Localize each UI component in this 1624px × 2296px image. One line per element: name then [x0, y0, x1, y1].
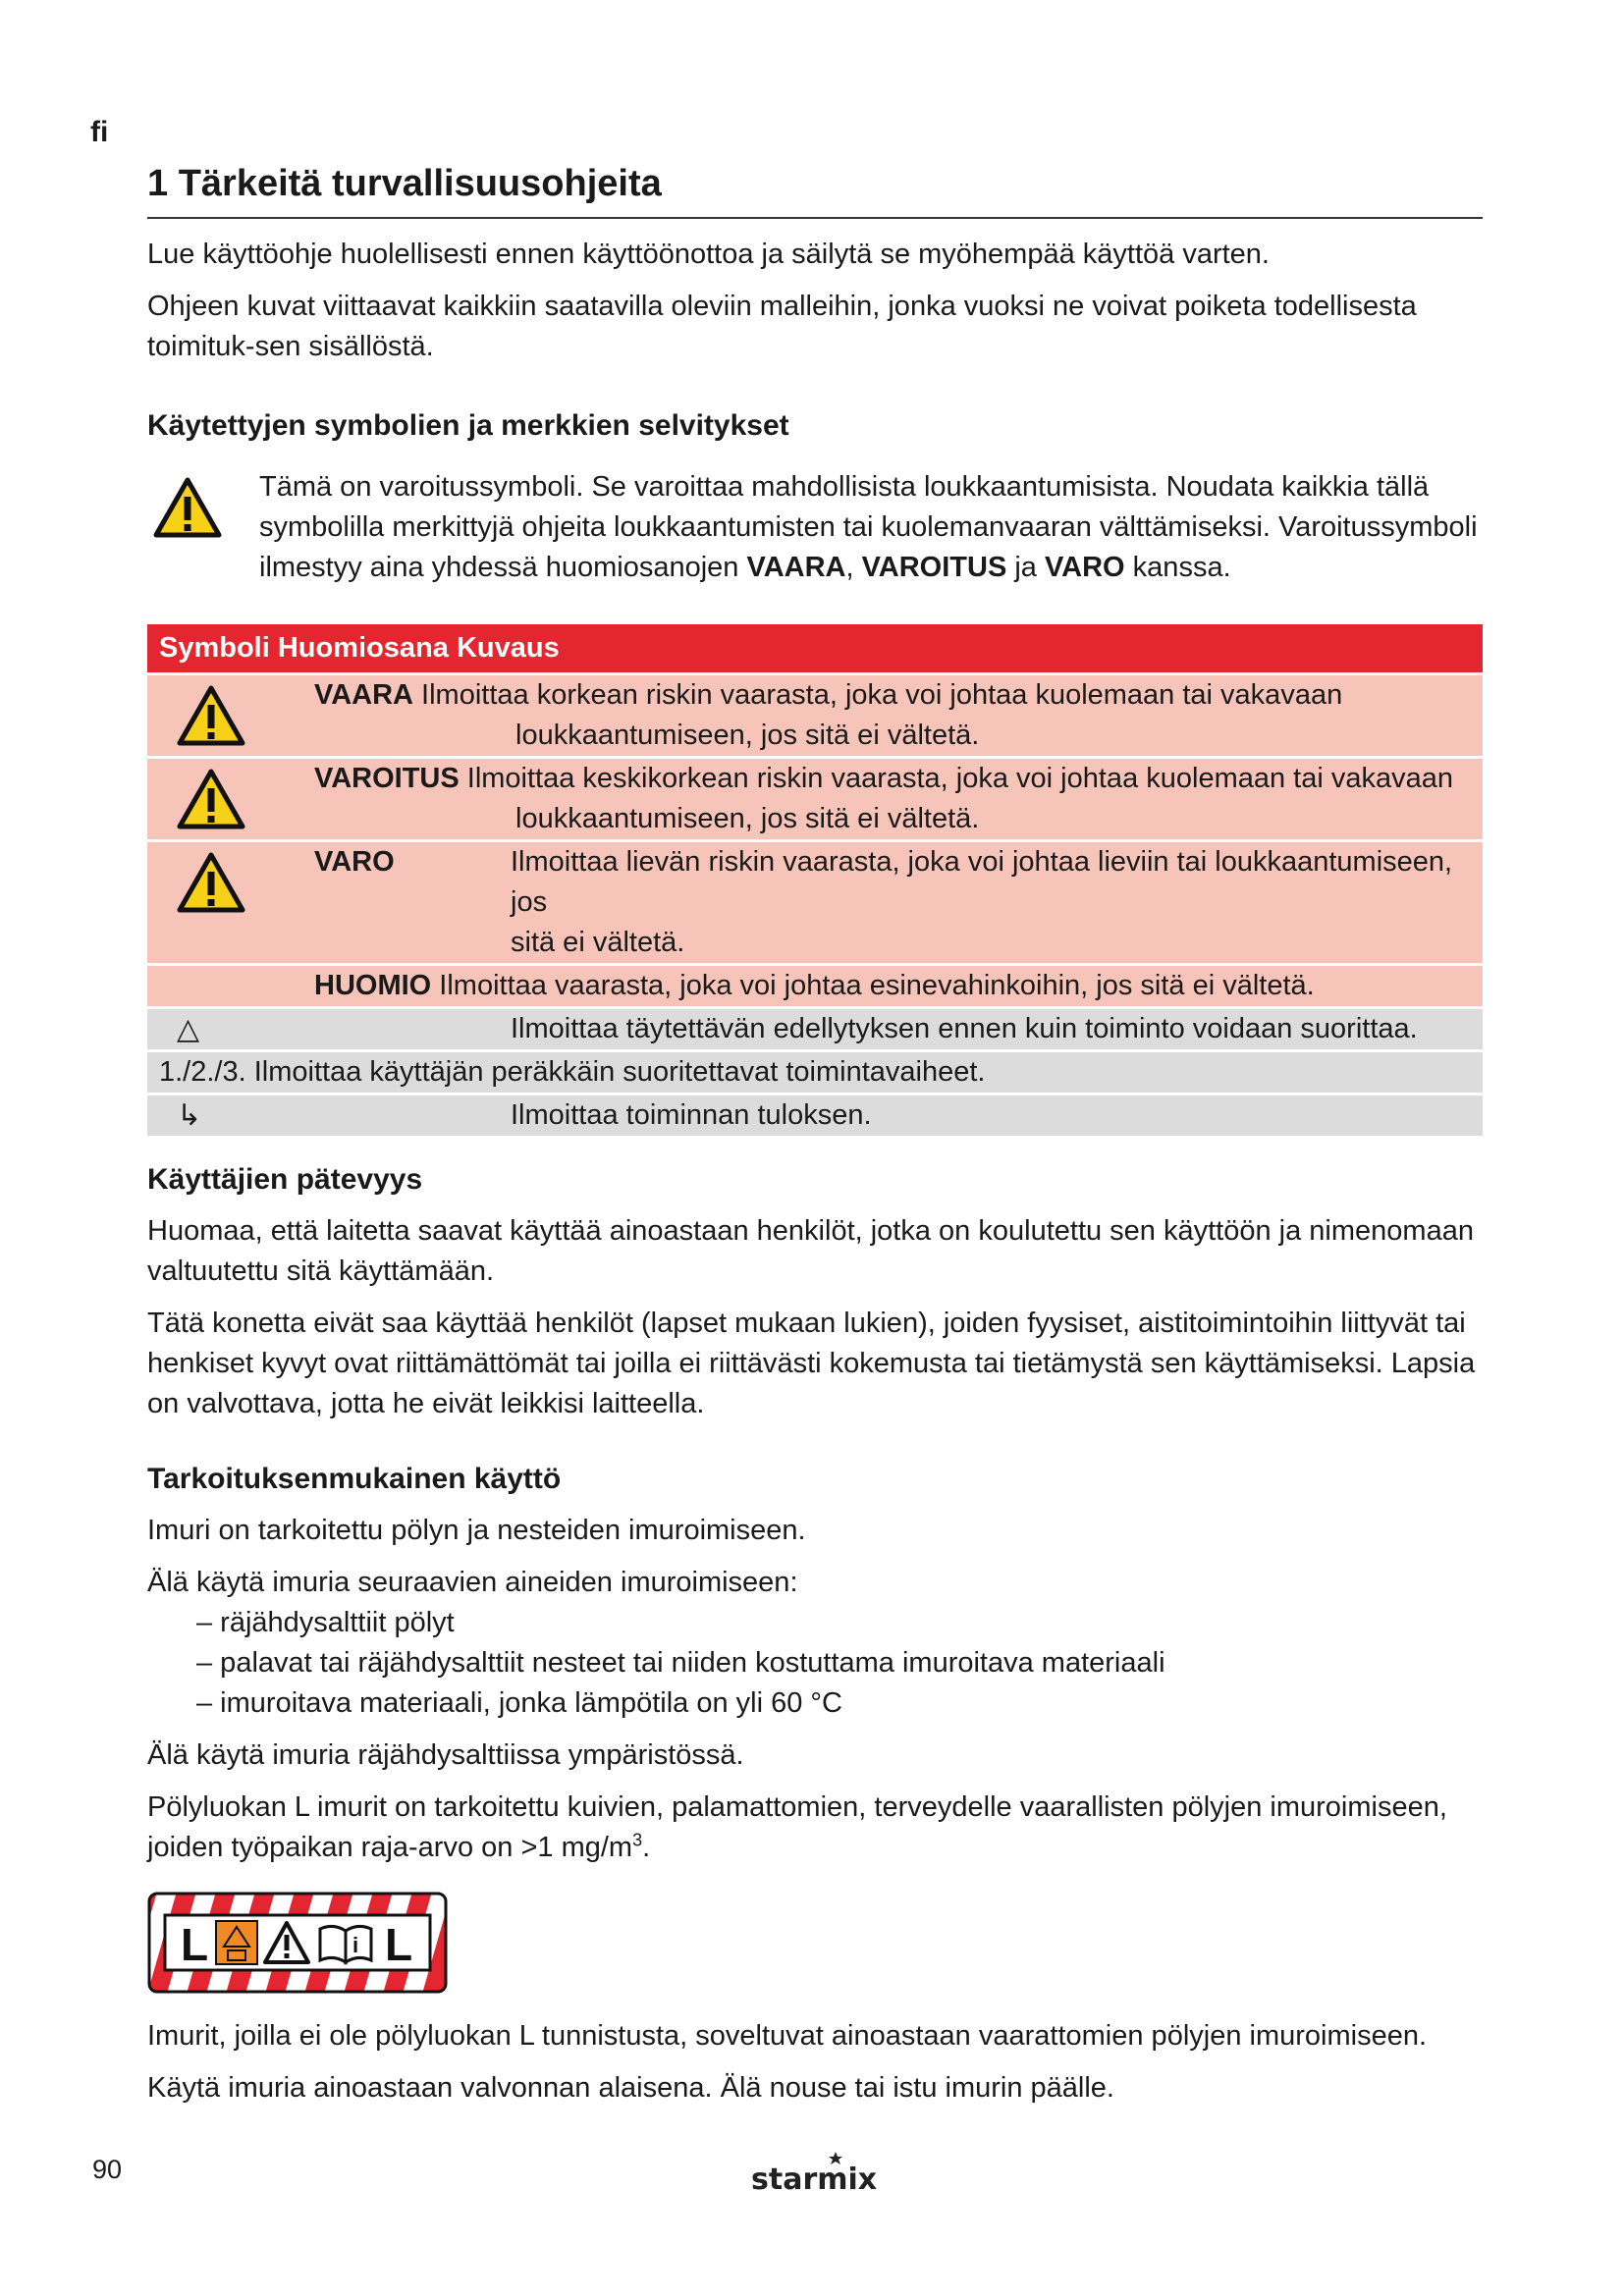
warning-symbol-intro [147, 467, 1483, 588]
intended-use-paragraph-5: Imurit, joilla ei ole pölyluokan L tunnistusta, soveltuvat ainoastaan vaarattomien pölyjen imuroimiseen. [147, 2019, 1428, 2052]
intended-use-paragraph-6: Käytä imuria ainoastaan valvonnan alaisena. Älä nouse tai istu imurin päälle. [147, 2071, 1114, 2104]
warning-triangle-icon [153, 477, 222, 538]
intended-use-paragraph-3: Älä käytä imuria räjähdysalttiissa ympäristössä. [147, 1738, 744, 1771]
list-item: – imuroitava materiaali, jonka lämpötila on yli 60 °C [196, 1686, 842, 1719]
svg-text:i: i [352, 1932, 359, 1957]
dust-class-l-label-icon [147, 1892, 448, 1994]
signal-desc: Ilmoittaa korkean riskin vaarasta, joka voi johtaa kuolemaan tai vakavaan [421, 678, 1343, 711]
competence-paragraph-2: Tätä konetta eivät saa käyttää henkilöt (lapset mukaan lukien), joiden fyysiset, aistitoimintoihin liittyvät tai henkiset kyvyt ovat riittämättömät tai joilla ei riittävästi kokemusta tai tietämystä sen käyttämiseksi. Lapsia on valvottava, jotta he eivät leikkisi laitteella. [147, 1307, 1476, 1419]
warning-intro-text: Tämä on varoitussymboli. Se varoittaa mahdollisista loukkaantumisista. Noudata kaikkia tällä symbolilla merkittyjä ohjeita loukkaantumisten tai kuolemanvaaran välttämiseksi. Varoitussymboli ilmestyy aina yhdessä huomiosanojen VAARA, VAROITUS ja VARO kanssa. [259, 470, 1478, 583]
signal-desc-cont: loukkaantumiseen, jos sitä ei vältetä. [515, 802, 980, 834]
signal-word: VAARA [314, 678, 413, 711]
table-row [147, 966, 1483, 1006]
prerequisite-desc: Ilmoittaa täytettävän edellytyksen ennen kuin toiminto voidaan suorittaa. [511, 1009, 1483, 1049]
intended-use-paragraph-1: Imuri on tarkoitettu pölyn ja nesteiden imuroimiseen. [147, 1514, 806, 1546]
competence-paragraph-1: Huomaa, että laitetta saavat käyttää ainoastaan henkilöt, jotka on koulutettu sen käyttöön ja nimenomaan valtuutettu sitä käyttämään. [147, 1214, 1474, 1287]
warning-triangle-icon [177, 769, 245, 829]
signal-desc: Ilmoittaa keskikorkean riskin vaarasta, joka voi johtaa kuolemaan tai vakavaan [466, 762, 1454, 794]
intended-use-paragraph-2: Älä käytä imuria seuraavien aineiden imuroimiseen: [147, 1566, 798, 1598]
warning-triangle-icon [177, 685, 245, 746]
page-title: 1 Tärkeitä turvallisuusohjeita [147, 162, 1483, 219]
signal-word: VAROITUS [314, 762, 460, 794]
symbol-table [147, 621, 1483, 1139]
intro-paragraph-2: Ohjeen kuvat viittaavat kaikkiin saatavilla oleviin malleihin, jonka vuoksi ne voivat poiketa todellisesta toimituk-sen sisällöstä. [147, 290, 1417, 362]
competence-heading: Käyttäjien pätevyys [147, 1162, 423, 1196]
signal-desc-cont: sitä ei vältetä. [511, 926, 685, 958]
result-arrow-icon: ↳ [147, 1095, 314, 1136]
result-desc: Ilmoittaa toiminnan tuloksen. [511, 1095, 1483, 1136]
starmix-logo-icon [751, 2150, 879, 2197]
table-row [147, 1095, 1483, 1136]
forbidden-materials-list [147, 1603, 1483, 1724]
intro-paragraph-1: Lue käyttöohje huolellisesti ennen käyttöönottoa ja säilytä se myöhempää käyttöä varten. [147, 238, 1270, 270]
warning-triangle-icon [177, 852, 245, 913]
signal-desc: Ilmoittaa lievän riskin vaarasta, joka voi johtaa lieviin tai loukkaantumiseen, jos [511, 845, 1453, 918]
signal-word: HUOMIO [314, 969, 432, 1001]
table-row [147, 1052, 1483, 1093]
svg-text:starmix: starmix [751, 2163, 878, 2197]
table-row [147, 842, 1483, 963]
language-code: fi [90, 116, 109, 148]
signal-desc: Ilmoittaa vaarasta, joka voi johtaa esinevahinkoihin, jos sitä ei vältetä. [439, 969, 1315, 1001]
intended-use-paragraph-4: Pölyluokan L imurit on tarkoitettu kuivien, palamattomien, terveydelle vaarallisten pölyjen imuroimiseen, joiden työpaikan raja-arvo on >1 $mg/m^3$. [147, 1790, 1447, 1863]
table-row [147, 675, 1483, 756]
table-header-text: Symboli Huomiosana Kuvaus [147, 624, 1483, 672]
symbol-table-header [147, 624, 1483, 672]
page-content [147, 162, 1483, 2109]
intended-use-heading: Tarkoituksenmukainen käyttö [147, 1462, 562, 1495]
steps-desc: 1./2./3. Ilmoittaa käyttäjän peräkkäin suoritettavat toimintavaiheet. [147, 1052, 1483, 1093]
list-item: – räjähdysalttiit pölyt [196, 1606, 455, 1638]
symbols-heading: Käytettyjen symbolien ja merkkien selvitykset [147, 408, 789, 442]
svg-text:L: L [385, 1918, 413, 1970]
page-number: 90 [92, 2155, 123, 2184]
table-row [147, 759, 1483, 839]
signal-word: VARO [314, 842, 511, 963]
signal-desc-cont: loukkaantumiseen, jos sitä ei vältetä. [515, 719, 980, 751]
prerequisite-triangle-icon: △ [147, 1009, 314, 1049]
list-item: – palavat tai räjähdysalttiit nesteet tai niiden kostuttama imuroitava materiaali [196, 1646, 1165, 1679]
table-row [147, 1009, 1483, 1049]
svg-text:L: L [181, 1918, 209, 1970]
